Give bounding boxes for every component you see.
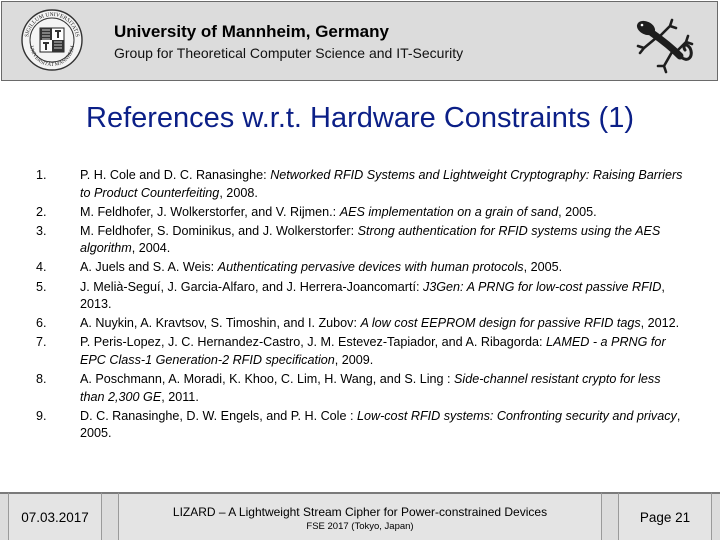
university-seal-icon — [20, 8, 84, 72]
reference-authors: A. Poschmann, A. Moradi, K. Khoo, C. Lim, H. Wang, and S. Ling : — [80, 372, 455, 387]
reference-number: 1. — [36, 168, 47, 182]
reference-text — [80, 167, 686, 202]
reference-year: , 2005. — [523, 260, 563, 275]
reference-item — [36, 408, 686, 443]
reference-year: , 2005. — [80, 408, 681, 441]
reference-title: LAMED - a PRNG for EPC Class-1 Generation-2 RFID specification — [80, 335, 666, 367]
reference-year: , 2005. — [558, 204, 597, 219]
reference-number: 2. — [36, 204, 47, 219]
reference-number: 5. — [36, 279, 47, 294]
reference-year: , 2008. — [219, 185, 258, 200]
reference-item — [36, 204, 686, 222]
svg-text:UNIVERSITÄT MANNHEIM: UNIVERSITÄT MANNHEIM — [28, 45, 77, 69]
university-title: University of Mannheim, Germany — [114, 22, 389, 41]
reference-number: 3. — [36, 223, 47, 238]
reference-authors: P. Peris-Lopez, J. C. Hernandez-Castro, J. M. Estevez-Tapiador, and A. Ribagorda: — [80, 335, 546, 350]
reference-text — [80, 223, 686, 258]
reference-item — [36, 279, 686, 314]
reference-number: 9. — [36, 408, 47, 423]
reference-authors: M. Feldhofer, J. Wolkerstorfer, and V. Rijmen.: — [80, 204, 340, 219]
reference-title: Strong authentication for RFID systems using the AES algorithm — [80, 223, 661, 256]
reference-item — [36, 259, 686, 277]
reference-text — [80, 334, 686, 369]
reference-authors: D. C. Ranasinghe, D. W. Engels, and P. H. Cole : — [80, 408, 357, 423]
reference-title: Low-cost RFID systems: Confronting security and privacy — [356, 408, 677, 423]
reference-authors: A. Nuykin, A. Kravtsov, S. Timoshin, and I. Zubov: — [80, 316, 361, 331]
reference-year: , 2009. — [334, 352, 374, 367]
reference-title: Side-channel resistant crypto for less than 2,300 GE — [80, 372, 661, 404]
reference-item — [36, 334, 686, 369]
reference-year: , 2004. — [131, 241, 171, 256]
reference-text — [80, 408, 686, 443]
reference-number: 8. — [36, 372, 47, 387]
reference-year: , 2012. — [640, 316, 680, 331]
reference-number: 4. — [36, 260, 47, 275]
reference-authors: M. Feldhofer, S. Dominikus, and J. Wolkerstorfer: — [80, 223, 358, 238]
reference-list — [36, 167, 686, 443]
reference-number: 7. — [36, 335, 47, 350]
reference-title: Networked RFID Systems and Lightweight Cryptography: Raising Barriers to Product Counterfeiting — [80, 168, 683, 200]
reference-text — [80, 371, 686, 406]
reference-title: Authenticating pervasive devices with human protocols — [217, 260, 524, 275]
reference-number: 6. — [36, 316, 47, 331]
footer-venue: FSE 2017 (Tokyo, Japan) — [306, 521, 414, 532]
reference-authors: A. Juels and S. A. Weis: — [80, 260, 218, 275]
svg-text:SIGILLUM UNIVERSITATIS: SIGILLUM UNIVERSITATIS — [24, 11, 80, 38]
reference-text — [80, 259, 686, 277]
reference-authors: P. H. Cole and D. C. Ranasinghe: — [80, 168, 271, 182]
footer-center — [118, 492, 602, 540]
footer-page-number: Page 21 — [618, 492, 712, 540]
reference-item — [36, 167, 686, 202]
footer-talk-title: LIZARD – A Lightweight Stream Cipher for Power-constrained Devices — [172, 505, 548, 519]
reference-authors: J. Melià-Seguí, J. Garcia-Alfaro, and J. Herrera-Joancomartí: — [80, 279, 423, 294]
reference-year: , 2011. — [161, 389, 199, 404]
reference-text — [80, 279, 686, 314]
footer-date: 07.03.2017 — [8, 492, 102, 540]
reference-text — [80, 315, 686, 333]
reference-title: AES implementation on a grain of sand — [339, 204, 559, 219]
slide-title: References w.r.t. Hardware Constraints (1) — [86, 102, 634, 134]
group-subtitle: Group for Theoretical Computer Science and IT-Security — [114, 45, 464, 61]
reference-title: A low cost EEPROM design for passive RFID tags — [360, 316, 641, 331]
reference-item — [36, 315, 686, 333]
reference-item — [36, 371, 686, 406]
reference-item — [36, 223, 686, 258]
reference-year: , 2013. — [80, 279, 665, 312]
slide-header — [1, 1, 718, 81]
gecko-logo-icon — [628, 6, 708, 78]
reference-title: J3Gen: A PRNG for low-cost passive RFID — [422, 279, 662, 294]
reference-text — [80, 204, 686, 222]
